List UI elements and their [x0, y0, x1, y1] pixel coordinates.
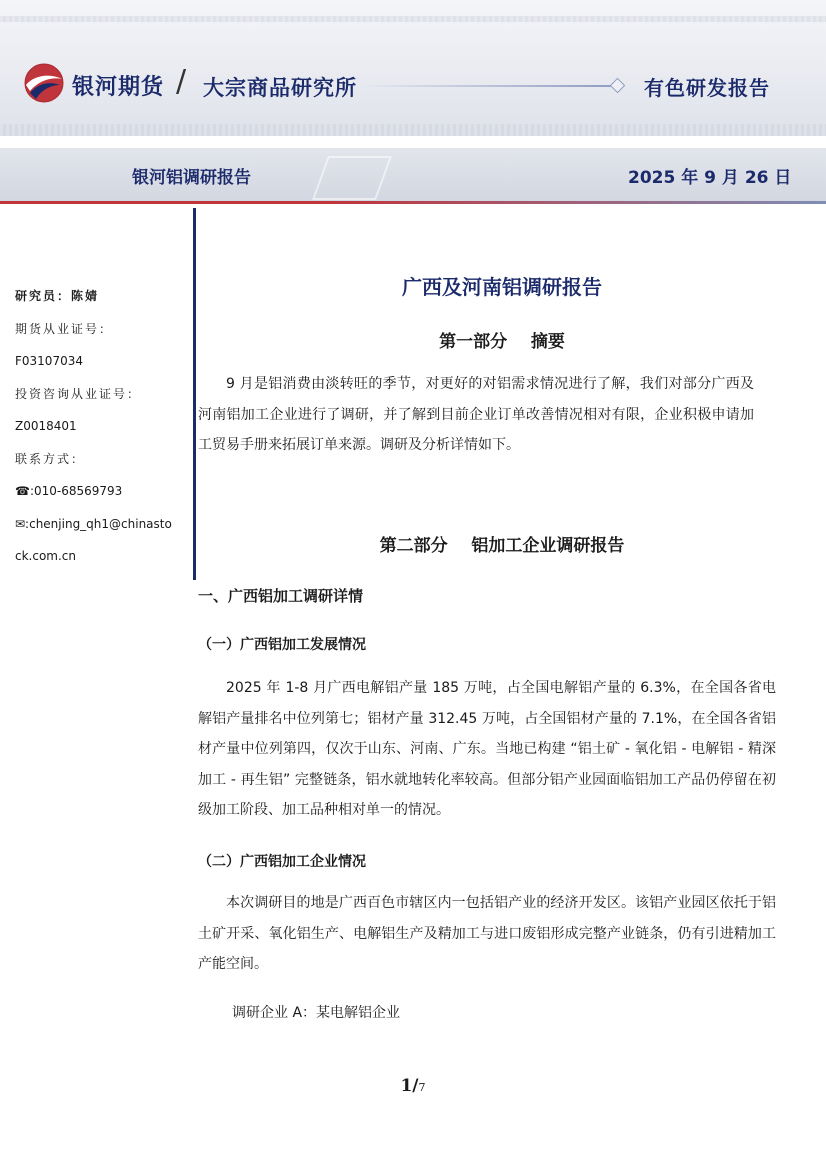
institute-name: 大宗商品研究所: [203, 76, 357, 100]
advisory-cert-label: 投资咨询从业证号：: [15, 386, 142, 401]
email-address: ✉:chenjing_qh1@chinasto: [15, 516, 172, 531]
title-bar-decor: [312, 156, 392, 200]
summary-paragraph: 9 月是铝消费由淡转旺的季节，对更好的对铝需求情况进行了解，我们对部分广西及河南铝加工企业进行了调研，并了解到目前企业订单改善情况相对有限，企业积极申请加工贸易手册来拓展订单来源。调研及分析详情如下。: [198, 376, 754, 453]
header-decor-line: [360, 85, 616, 87]
part1-heading: 第一部分 摘要: [439, 332, 565, 352]
futures-cert-label: 期货从业证号：: [15, 321, 114, 336]
section1-heading: 一、广西铝加工调研详情: [198, 587, 364, 605]
subsection1-paragraph: 2025 年 1-8 月广西电解铝产量 185 万吨，占全国电解铝产量的 6.3%，在全国各省电解铝产量排名中位列第七；铝材产量 312.45 万吨，占全国铝材产量的 7.1%，在全国各省铝材产量中位列第四，仅次于山东、河南、广东。当地已构建 “铝土矿 - 氧化铝 - 电解铝 - 精深加工 - 再生铝” 完整链条，铝水就地转化率较高。但部分铝产业园面临铝加工产品仍停留在初级加工阶段、加工品种相对单一的情况。: [198, 680, 776, 818]
advisory-cert-number: Z0018401: [15, 419, 77, 433]
author-sidebar: [15, 286, 175, 579]
phone-number: ☎:010-68569793: [15, 484, 123, 498]
brand-separator: /: [176, 64, 187, 99]
header-stripes: [0, 16, 826, 22]
galaxy-logo-icon: [24, 63, 64, 103]
subsection1-heading: （一）广西铝加工发展情况: [198, 637, 366, 653]
page-total: 7: [418, 1081, 426, 1094]
part2-heading: 第二部分 铝加工企业调研报告: [379, 536, 625, 556]
researcher-name: 研究员：陈婧: [15, 289, 100, 303]
document-title: 广西及河南铝调研报告: [402, 275, 602, 299]
email-address-continued: ck.com.cn: [15, 549, 77, 563]
sidebar-divider: [193, 208, 196, 580]
brand-name: 银河期货: [72, 75, 165, 100]
header-stripes-bottom: [0, 124, 826, 136]
contact-label: 联系方式：: [15, 451, 86, 466]
title-bar-accent-line: [0, 201, 826, 204]
subsection2-heading: （二）广西铝加工企业情况: [198, 854, 366, 870]
report-date: 2025 年 9 月 26 日: [628, 168, 792, 188]
header-band: [0, 0, 826, 136]
page-number: [0, 1076, 826, 1096]
subsection2-paragraph: 本次调研目的地是广西百色市辖区内一包括铝产业的经济开发区。该铝产业园区依托于铝土矿开采、氧化铝生产、电解铝生产及精加工与进口废铝形成完整产业链条，仍有引进精加工产能空间。: [198, 895, 776, 972]
series-title: 银河铝调研报告: [132, 168, 251, 188]
page-current: 1/: [400, 1076, 419, 1096]
futures-cert-number: F03107034: [15, 354, 83, 368]
report-type: 有色研发报告: [644, 76, 770, 100]
company-label: 调研企业 A：某电解铝企业: [232, 1005, 401, 1021]
